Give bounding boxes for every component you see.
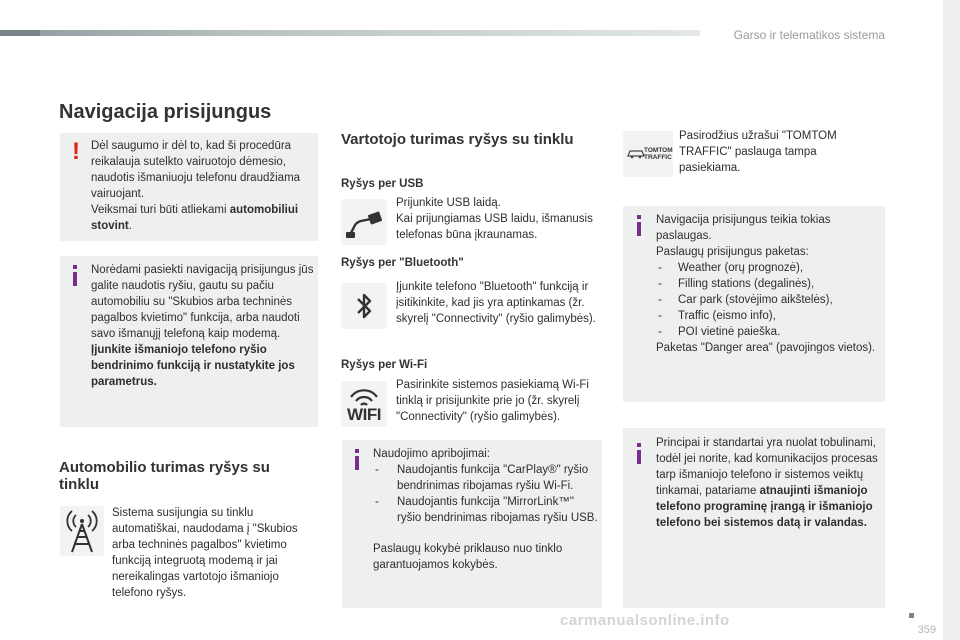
list-item: - POI vietinė paieška.: [656, 324, 880, 340]
warning-icon: !: [72, 138, 80, 165]
warning-text: [91, 138, 313, 234]
restrictions-list: [373, 462, 601, 526]
wifi-icon-label: WIFI: [347, 405, 381, 424]
info-icon: [73, 265, 77, 286]
info-icon: [637, 215, 641, 236]
warning-bold: automobiliui stovint: [91, 204, 299, 232]
services-intro: Navigacija prisijungus teikia tokias paslaugas.: [656, 214, 831, 242]
updates-bold: atnaujinti išmaniojo telefono programinę įrangą ir išmaniojo telefono bei sistemos datą ir valandas.: [656, 485, 873, 529]
traffic-label: TRAFFIC: [644, 154, 672, 161]
tomtom-text: Pasirodžius užrašui "TOMTOM TRAFFIC" paslauga tampa pasiekiama.: [679, 130, 837, 174]
tomtom-traffic-icon: [623, 131, 673, 177]
info-icon: [355, 449, 359, 470]
wifi-text: Pasirinkite sistemos pasiekiamą Wi-Fi tinklą ir prisijunkite prie jo (žr. skyrelį "Connectivity" (ryšio galimybės).: [396, 379, 589, 423]
updates-body: Principai ir standartai yra nuolat tobulinami, todėl jei norite, kad komunikacijos procesas tarp išmaniojo telefono ir sistemos veiktų tinkamai, patariame: [656, 437, 878, 497]
tomtom-label: TOMTOM: [644, 147, 673, 154]
updates-text: [656, 435, 882, 531]
page-number: 359: [917, 624, 936, 636]
restrictions-note: Paslaugų kokybė priklauso nuo tinklo garantuojamos kokybės.: [373, 543, 563, 571]
bluetooth-heading: Ryšys per "Bluetooth": [341, 257, 464, 269]
usb-text: Prijunkite USB laidą. Kai prijungiamas USB laidu, išmanusis telefonas būna įkraunamas.: [396, 197, 593, 241]
usb-heading: Ryšys per USB: [341, 178, 424, 190]
list-item: - Naudojantis funkcija "MirrorLink™" ryšio bendrinimas ribojamas ryšiu USB.: [373, 494, 601, 526]
services-packages: Paslaugų prisijungus paketas:: [656, 246, 809, 258]
warning-text-2: Veiksmai turi būti atliekami: [91, 204, 227, 216]
page-edge-strip: [943, 0, 960, 640]
wifi-icon: [341, 381, 387, 427]
info-bold: Įjunkite išmaniojo telefono ryšio bendrinimo funkciją ir nustatykite jos parametrus.: [91, 344, 295, 388]
services-list: [656, 260, 880, 340]
warning-text-body: Dėl saugumo ir dėl to, kad ši procedūra reikalauja sutelkto vairuotojo dėmesio, naudotis išmaniuoju telefonu draudžiama vairuojant.: [91, 140, 301, 200]
restrictions-text: [373, 446, 601, 573]
bluetooth-text: Įjunkite telefono "Bluetooth" funkciją ir įsitikinkite, kad jis yra aptinkamas (žr. skyrelį "Connectivity" (ryšio galimybės).: [396, 281, 596, 325]
antenna-icon: [60, 506, 104, 556]
info-icon: [637, 443, 641, 464]
restrictions-intro: Naudojimo apribojimai:: [373, 448, 490, 460]
user-section-title: Vartotojo turimas ryšys su tinklu: [341, 131, 574, 148]
wifi-heading: Ryšys per Wi-Fi: [341, 359, 428, 371]
services-danger: Paketas "Danger area" (pavojingos vietos).: [656, 342, 876, 354]
services-text: [656, 212, 880, 356]
bluetooth-icon: [341, 283, 387, 329]
usb-icon: [341, 199, 387, 245]
info-text-body: Norėdami pasiekti navigaciją prisijungus jūs galite naudotis ryšiu, gautu su pačiu automobiliu su "Skubios arba techninės pagalbos kvietimo" funkcija, arba naudoti savo išmanųjį telefoną kaip modemą.: [91, 264, 314, 340]
list-item: - Traffic (eismo info),: [656, 308, 880, 324]
list-item: - Naudojantis funkcija "CarPlay®" ryšio bendrinimas ribojamas ryšiu Wi-Fi.: [373, 462, 601, 494]
list-item: - Car park (stovėjimo aikštelės),: [656, 292, 880, 308]
page-marker: [909, 613, 914, 618]
header-bar-accent: [0, 30, 40, 36]
list-item: - Filling stations (degalinės),: [656, 276, 880, 292]
watermark: carmanualsonline.info: [560, 612, 730, 629]
page-title: Navigacija prisijungus: [59, 101, 272, 123]
section-title: Garso ir telematikos sistema: [733, 28, 885, 42]
list-item: - Weather (orų prognozė),: [656, 260, 880, 276]
vehicle-section-title: Automobilio turimas ryšys su tinklu: [59, 459, 270, 493]
header-bar: [0, 30, 700, 36]
warning-end: .: [128, 220, 132, 232]
info-text: [91, 262, 317, 390]
vehicle-text: Sistema susijungia su tinklu automatiškai, naudodama į "Skubios arba techninės pagalbos" kvietimo funkciją integruotą modemą ir jai nereikalingas vartotojo išmaniojo telefono ryšys.: [112, 507, 298, 599]
